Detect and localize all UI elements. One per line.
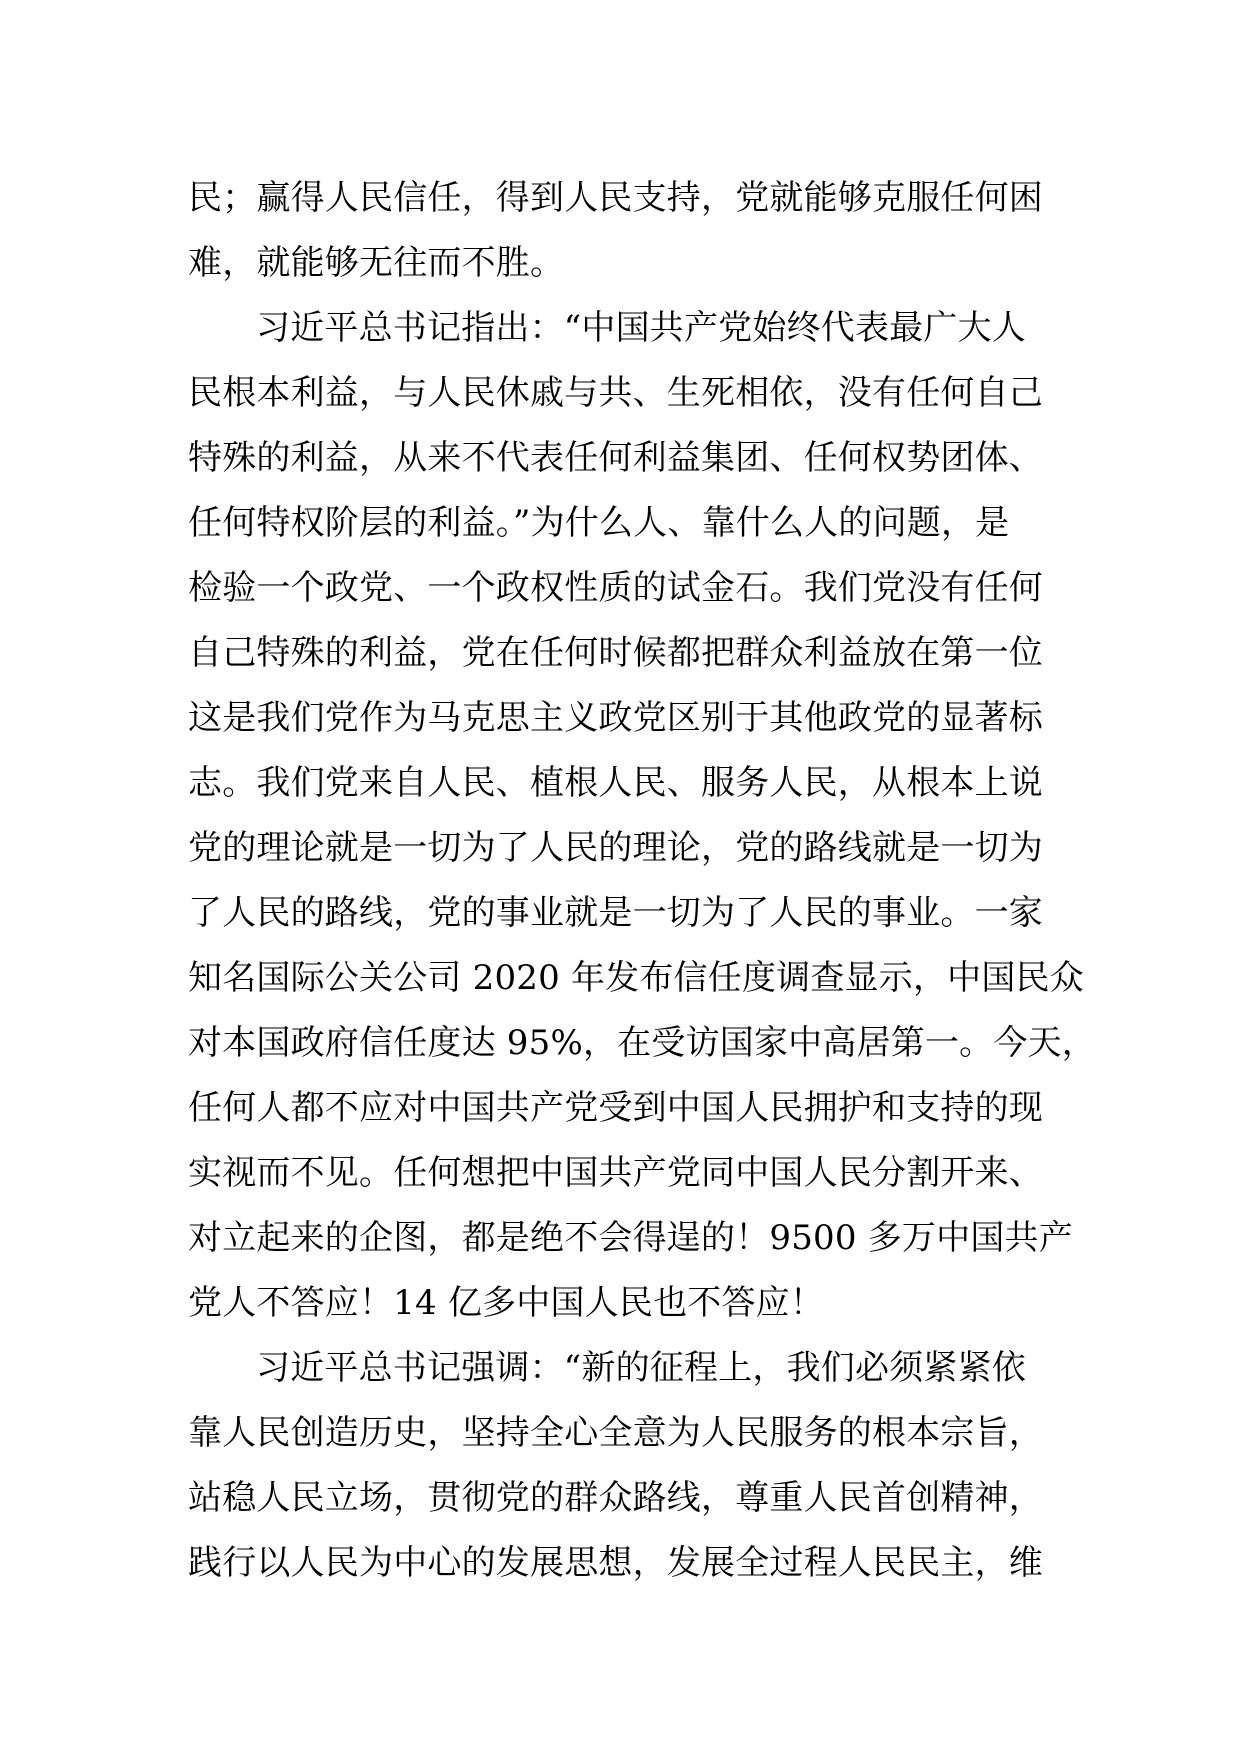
paragraph-start-line: 习近平总书记指出：“中国共产党始终代表最广大人 [256,308,1026,348]
text-line: 践行以人民为中心的发展思想，发展全过程人民民主，维 [188,1543,1043,1583]
text-line: 党人不答应！14 亿多中国人民也不答应！ [188,1283,825,1323]
text-line: 志。我们党来自人民、植根人民、服务人民，从根本上说 [188,763,1043,803]
text-line: 了人民的路线，党的事业就是一切为了人民的事业。一家 [188,893,1043,933]
text-line: 特殊的利益，从来不代表任何利益集团、任何权势团体、 [188,438,1043,478]
text-line: 知名国际公关公司 2020 年发布信任度调查显示，中国民众 [188,958,1084,998]
paragraph-start-line: 习近平总书记强调：“新的征程上，我们必须紧紧依 [256,1348,1026,1388]
text-line: 党的理论就是一切为了人民的理论，党的路线就是一切为 [188,828,1043,868]
text-line: 难，就能够无往而不胜。 [188,243,565,283]
body-text [188,166,1096,1596]
text-line: 自己特殊的利益，党在任何时候都把群众利益放在第一位 [188,633,1043,673]
text-line: 任何人都不应对中国共产党受到中国人民拥护和支持的现 [188,1088,1043,1128]
text-line: 民；赢得人民信任，得到人民支持，党就能够克服任何困 [188,178,1043,218]
text-line: 靠人民创造历史，坚持全心全意为人民服务的根本宗旨， [188,1413,1043,1453]
text-line: 这是我们党作为马克思主义政党区别于其他政党的显著标 [188,698,1043,738]
text-line: 站稳人民立场，贯彻党的群众路线，尊重人民首创精神， [188,1478,1043,1518]
text-line: 实视而不见。任何想把中国共产党同中国人民分割开来、 [188,1153,1043,1193]
text-line: 民根本利益，与人民休戚与共、生死相依，没有任何自己 [188,373,1043,413]
text-line: 检验一个政党、一个政权性质的试金石。我们党没有任何 [188,568,1043,608]
text-line: 对立起来的企图，都是绝不会得逞的！9500 多万中国共产 [188,1218,1073,1258]
text-line: 任何特权阶层的利益。”为什么人、靠什么人的问题，是 [188,503,1010,543]
text-line: 对本国政府信任度达 95%，在受访国家中高居第一。今天， [188,1023,1096,1063]
